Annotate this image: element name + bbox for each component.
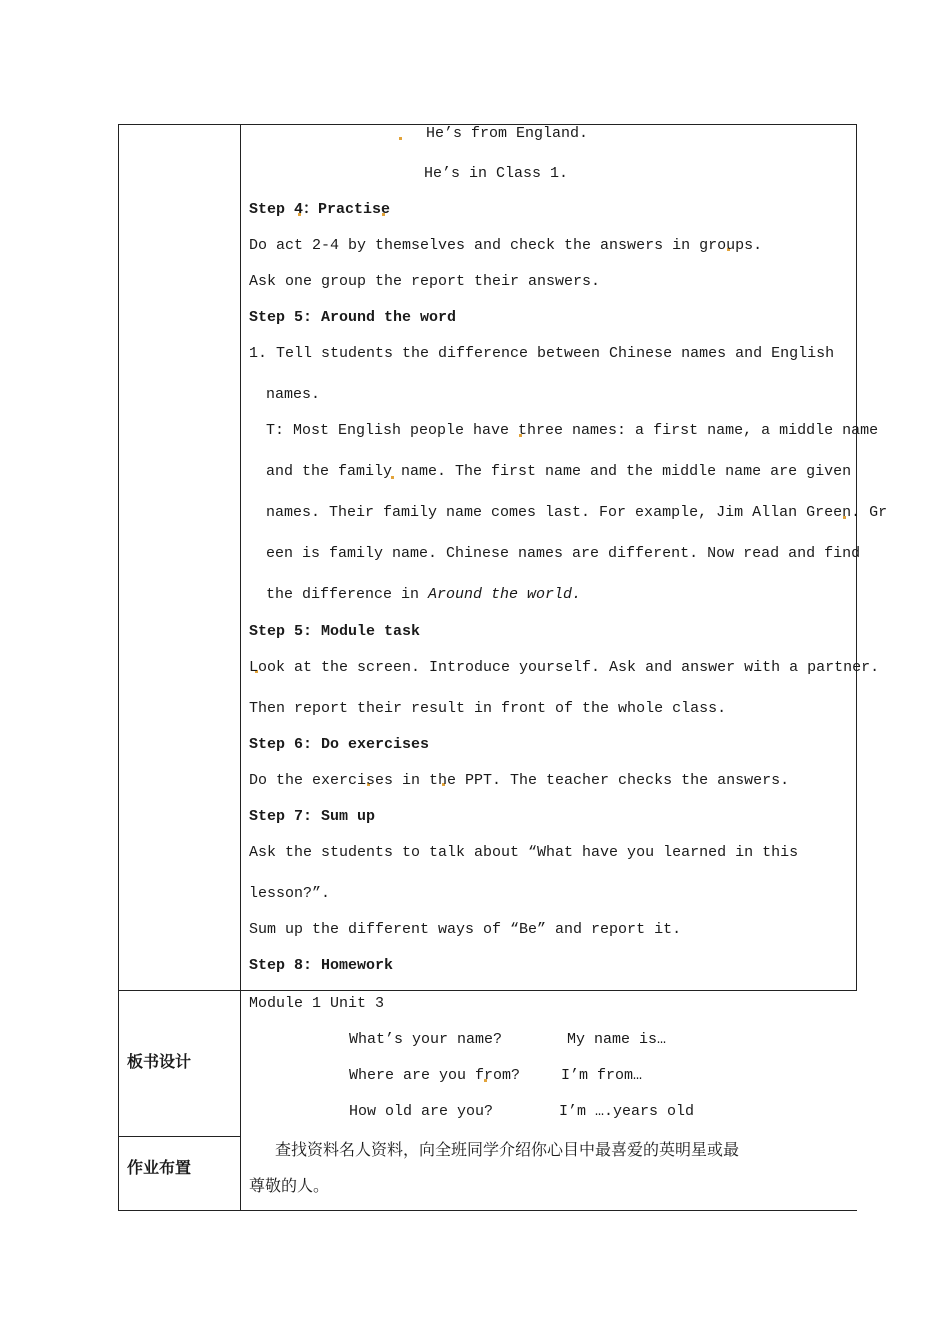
teacher-text: names. Their family name comes last. For example, Jim Allan Green. Gr [266, 504, 888, 521]
step-heading: Step 5: Around the word [249, 309, 457, 326]
board-question: How old are you? [349, 1103, 494, 1120]
step-heading: Step 8: Homework [249, 957, 394, 974]
step-text: Look at the screen. Introduce yourself. Ask and answer with a partner. [249, 659, 880, 676]
teacher-text [266, 586, 581, 604]
board-question: Where are you from? [349, 1067, 521, 1084]
step-heading: Step 4：Practise [249, 201, 391, 218]
homework-text: 查找资料名人资料，向全班同学介绍你心目中最喜爱的英明星或最 [275, 1140, 740, 1159]
highlight-marker [399, 137, 402, 140]
step-text: names. [266, 386, 321, 403]
board-answer: I’m from… [561, 1067, 643, 1084]
step-text: Ask the students to talk about “What have you learned in this [249, 844, 799, 861]
table-row-divider [118, 1136, 241, 1137]
step-text: 1. Tell students the difference between Chinese names and English [249, 345, 835, 362]
teacher-text-prefix: the difference in [266, 586, 429, 603]
board-answer: My name is… [567, 1031, 667, 1048]
table-left-border [118, 124, 119, 1211]
teacher-text: T: Most English people have three names: a first name, a middle name [266, 422, 879, 439]
step-heading: Step 5: Module task [249, 623, 421, 640]
table-column-divider [240, 124, 241, 1211]
board-answer: I’m ….years old [559, 1103, 695, 1120]
table-bottom-border [118, 1210, 857, 1211]
board-question: What’s your name? [349, 1031, 503, 1048]
step-text: Then report their result in front of the whole class. [249, 700, 727, 717]
board-design-label: 板书设计 [127, 1052, 192, 1071]
step-text: lesson?”. [249, 885, 331, 902]
homework-text: 尊敬的人。 [249, 1176, 330, 1195]
step-text: Ask one group the report their answers. [249, 273, 601, 290]
homework-label: 作业布置 [127, 1158, 192, 1177]
example-sentence: He’s in Class 1. [424, 165, 569, 182]
step-text: Do act 2-4 by themselves and check the answers in groups. [249, 237, 763, 254]
step-text: Sum up the different ways of “Be” and report it. [249, 921, 682, 938]
table-row-divider [118, 990, 857, 991]
step-heading: Step 6: Do exercises [249, 736, 430, 753]
section-title-italic: Around the world. [428, 586, 582, 603]
example-sentence: He’s from England. [426, 125, 589, 142]
teacher-text: een is family name. Chinese names are different. Now read and find [266, 545, 861, 562]
step-text: Do the exercises in the PPT. The teacher checks the answers. [249, 772, 790, 789]
board-title: Module 1 Unit 3 [249, 995, 385, 1012]
step-heading: Step 7: Sum up [249, 808, 376, 825]
teacher-text: and the family name. The first name and the middle name are given [266, 463, 852, 480]
